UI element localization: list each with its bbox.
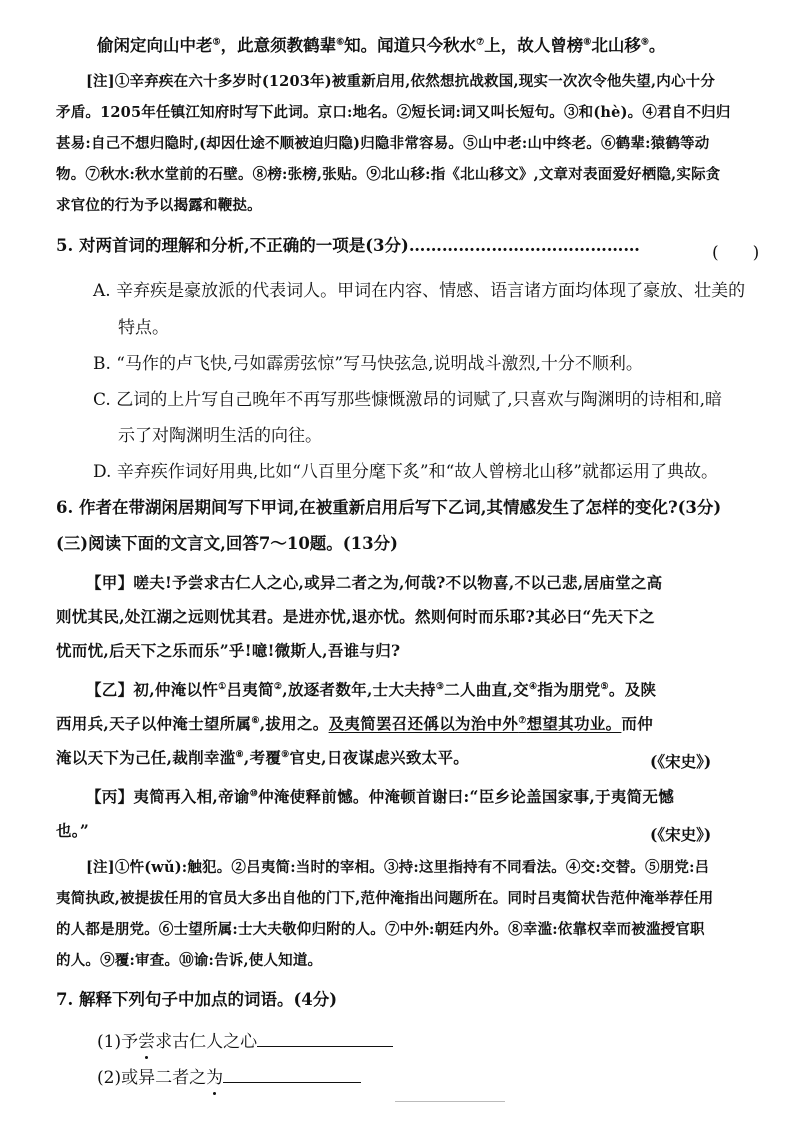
passage-text: ,放逐者数年,士大夫持 xyxy=(282,680,436,699)
question-7-stem: 7. 解释下列句子中加点的词语。(4分) xyxy=(56,990,338,1009)
option-d: D. 辛弃疾作词好用典,比如“八百里分麾下炙”和“故人曾榜北山移”就都运用了典故。 xyxy=(93,462,718,482)
footnote-marker: ④ xyxy=(528,681,538,692)
poem-note-line: 甚易:自己不想归隐时,(却因仕途不顺被迫归隐)归隐非常容易。⑤山中老:山中终老。⑥鹤辈:猿鹤等动 xyxy=(56,135,710,152)
source-citation: (《宋史》) xyxy=(650,825,712,844)
option-b: B. “马作的卢飞快,弓如霹雳弦惊”写马快弦急,说明战斗激烈,十分不顺利。 xyxy=(93,354,643,374)
passage-bing-line xyxy=(86,789,674,805)
poem-text: 。 xyxy=(648,36,666,55)
answer-blank[interactable] xyxy=(257,1030,393,1047)
passage-text: ,拔用之。 xyxy=(259,714,329,733)
poem-text: 知。闻道只今秋水 xyxy=(344,36,477,55)
footnote-marker: ⑨ xyxy=(281,749,290,760)
passage-yi-line xyxy=(56,750,469,766)
poem-text: 上，故人曾榜 xyxy=(484,36,584,55)
poem-text: 北山移 xyxy=(591,36,641,55)
passage-jia-line: 忧而忧,后天下之乐而乐”乎!噫!微斯人,吾谁与归? xyxy=(56,641,401,660)
passage-text: 二人曲直,交 xyxy=(444,680,529,699)
footer-divider xyxy=(395,1101,505,1102)
passage-bing-line: 也。” xyxy=(56,821,90,840)
poem-note-line: 矛盾。1205年任镇江知府时写下此词。京口:地名。②短长词:词又叫长短句。③和(hè)。④君自不归归 xyxy=(56,104,731,121)
question-text: 5. 对两首词的理解和分析,不正确的一项是(3分) xyxy=(56,236,409,255)
footnote-marker: ⑦ xyxy=(476,37,485,48)
passage-text: 官史,日夜谋虑兴致太平。 xyxy=(289,748,470,767)
underlined-text: 想望其功业。 xyxy=(526,714,622,733)
poem-text: 偷闲定向山中老 xyxy=(97,36,213,55)
passage-text: 西用兵,天子以仲淹士望所属 xyxy=(56,714,252,733)
poem-note-line: 求官位的行为予以揭露和鞭挞。 xyxy=(56,197,262,214)
section-3-heading: (三)阅读下面的文言文,回答7～10题。(13分) xyxy=(56,534,398,553)
answer-blank[interactable] xyxy=(223,1066,361,1083)
classical-note-line: 夷简执政,被提拔任用的官员大多出自他的门下,范仲淹指出问题所在。同时吕夷简状告范仲淹举荐任用 xyxy=(56,890,714,907)
dot-leader: …………………………………… xyxy=(408,236,640,255)
dotted-word: 尝 xyxy=(138,1032,156,1052)
question-7-item-2 xyxy=(97,1066,361,1087)
poem-final-line xyxy=(97,38,665,55)
passage-jia-line: 【甲】嗟夫!予尝求古仁人之心,或异二者之为,何哉?不以物喜,不以己悲,居庙堂之高 xyxy=(86,573,663,592)
source-citation: (《宋史》) xyxy=(650,752,712,771)
question-6: 6. 作者在带湖闲居期间写下甲词,在被重新启用后写下乙词,其情感发生了怎样的变化?(3分) xyxy=(56,498,722,517)
option-a-continued: 特点。 xyxy=(118,318,169,338)
passage-text: 吕夷简 xyxy=(226,680,274,699)
poem-text: ，此意须教鹤辈 xyxy=(220,36,337,55)
dotted-word: 为 xyxy=(206,1068,224,1088)
footnote-marker: ⑧ xyxy=(235,749,244,760)
footnote-marker: ⑤ xyxy=(212,37,221,48)
footnote-marker: ⑥ xyxy=(251,715,260,726)
item-text: 求古仁人之心 xyxy=(155,1032,258,1052)
footnote-marker: ⑥ xyxy=(336,37,345,48)
underlined-sentence xyxy=(329,714,622,733)
footnote-marker: ① xyxy=(218,681,227,692)
footnote-marker: ⑦ xyxy=(518,715,527,726)
passage-text: 指为朋党 xyxy=(537,680,601,699)
answer-parentheses[interactable]: ( ) xyxy=(712,243,760,263)
item-text: (2)或异二者之 xyxy=(97,1068,207,1088)
passage-yi-line xyxy=(86,682,656,698)
question-5-stem xyxy=(56,238,640,255)
passage-text: 仲淹使释前憾。仲淹顿首谢曰:“臣乡论盖国家事,于夷简无憾 xyxy=(258,787,675,806)
passage-text: ,考覆 xyxy=(243,748,282,767)
footnote-marker: ③ xyxy=(435,681,445,692)
passage-text: 。及陕 xyxy=(608,680,657,699)
footnote-marker: ⑤ xyxy=(600,681,609,692)
footnote-marker: ② xyxy=(273,681,283,692)
passage-jia-line: 则忧其民,处江湖之远则忧其君。是进亦忧,退亦忧。然则何时而乐耶?其必曰“先天下之 xyxy=(56,607,655,626)
option-a: A. 辛弃疾是豪放派的代表词人。甲词在内容、情感、语言诸方面均体现了豪放、壮美的 xyxy=(93,281,746,301)
passage-yi-line xyxy=(56,716,653,732)
passage-text: 【乙】初,仲淹以忤 xyxy=(86,680,219,699)
option-c-continued: 示了对陶渊明生活的向往。 xyxy=(118,426,322,446)
classical-note-line: 的人都是朋党。⑥士望所属:士大夫敬仰归附的人。⑦中外:朝廷内外。⑧幸滥:依靠权幸而被滥授官职 xyxy=(56,921,705,938)
footnote-marker: ⑩ xyxy=(249,788,259,799)
classical-note-line: 的人。⑨覆:审查。⑩谕:告诉,使人知道。 xyxy=(56,952,323,969)
classical-note-line: [注]①忤(wǔ):触犯。②吕夷简:当时的宰相。③持:这里指持有不同看法。④交:交替。⑤朋党:吕 xyxy=(86,859,710,876)
footnote-marker: ⑨ xyxy=(640,37,649,48)
passage-text: 【丙】夷简再入相,帝谕 xyxy=(86,787,250,806)
item-text: (1)予 xyxy=(97,1032,139,1052)
underlined-text: 及夷简罢召还偁以为治中外 xyxy=(328,714,519,733)
footnote-marker: ⑧ xyxy=(583,37,592,48)
option-c: C. 乙词的上片写自己晚年不再写那些慷慨激昂的词赋了,只喜欢与陶渊明的诗相和,暗 xyxy=(93,390,723,410)
passage-text: 而仲 xyxy=(621,714,653,733)
poem-note-line: 物。⑦秋水:秋水堂前的石壁。⑧榜:张榜,张贴。⑨北山移:指《北山移文》,文章对表面爱好栖隐,实际贪 xyxy=(56,166,721,183)
poem-note-line: [注]①辛弃疾在六十多岁时(1203年)被重新启用,依然想抗战救国,现实一次次令他失望,内心十分 xyxy=(86,73,716,90)
question-7-item-1 xyxy=(97,1030,393,1051)
passage-text: 淹以天下为己任,裁削幸滥 xyxy=(56,748,236,767)
